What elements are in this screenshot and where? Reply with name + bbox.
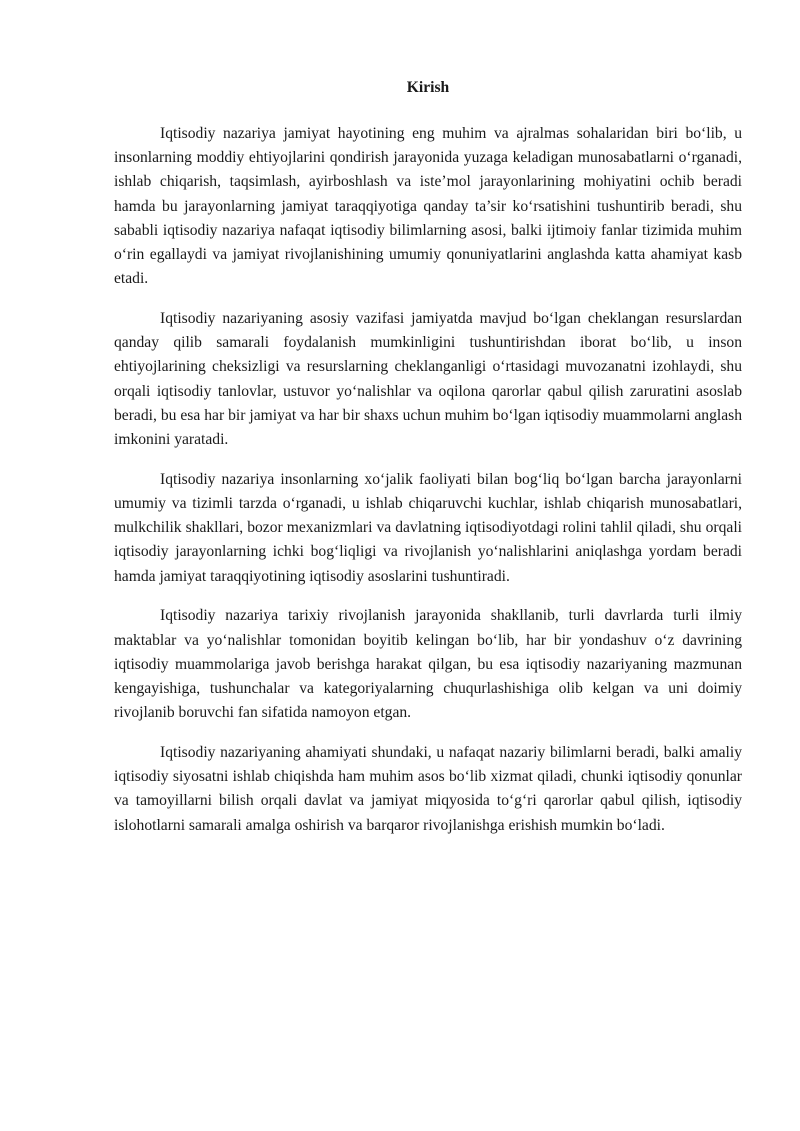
document-body bbox=[114, 71, 742, 853]
paragraph-5: Iqtisodiy nazariyaning ahamiyati shundaki, u nafaqat nazariy bilimlarni beradi, balki amaliy iqtisodiy siyosatni ishlab chiqishda ham muhim asos bo‘lib xizmat qiladi, chunki iqtisodiy qonunlar va tamoyillarni bilish orqali davlat va jamiyat miqyosida to‘g‘ri qarorlar qabul qilish, iqtisodiy islohotlarni samarali amalga oshirish va barqaror rivojlanishga erishish mumkin bo‘ladi. bbox=[114, 744, 742, 834]
paragraph-2: Iqtisodiy nazariyaning asosiy vazifasi jamiyatda mavjud bo‘lgan cheklangan resurslardan qanday qilib samarali foydalanish mumkinligini tushuntirishdan iborat bo‘lib, u inson ehtiyojlarining cheksizligi va resurslarning cheklanganligi o‘rtasidagi muvozanatni izohlaydi, shu orqali iqtisodiy tanlovlar, ustuvor yo‘nalishlar va oqilona qarorlar qabul qilish zaruratini asoslab beradi, bu esa har bir jamiyat va har bir shaxs uchun muhim bo‘lgan iqtisodiy muammolarni anglash imkonini yaratadi. bbox=[114, 310, 742, 449]
paragraph-1: Iqtisodiy nazariya jamiyat hayotining eng muhim va ajralmas sohalaridan biri bo‘lib, u insonlarning moddiy ehtiyojlarini qondirish jarayonida yuzaga keladigan munosabatlarni o‘rganadi, ishlab chiqarish, taqsimlash, ayirboshlash va iste’mol jarayonlarining mohiyatini ochib beradi hamda bu jarayonlarning jamiyat taraqqiyotiga qanday ta’sir ko‘rsatishini tushuntirib beradi, shu sababli iqtisodiy nazariya nafaqat iqtisodiy bilimlarning asosi, balki ijtimoiy fanlar tizimida muhim o‘rin egallaydi va jamiyat rivojlanishining umumiy qonuniyatlarini anglashda katta ahamiyat kasb etadi. bbox=[114, 125, 742, 288]
page-title: Kirish bbox=[406, 79, 450, 96]
paragraph-3: Iqtisodiy nazariya insonlarning xo‘jalik faoliyati bilan bog‘liq bo‘lgan barcha jarayonlarni umumiy va tizimli tarzda o‘rganadi, u ishlab chiqaruvchi kuchlar, ishlab chiqarish munosabatlari, mulkchilik shakllari, bozor mexanizmlari va davlatning iqtisodiyotdagi rolini tahlil qiladi, shu orqali iqtisodiy jarayonlarning ichki bog‘liqligi va rivojlanish yo‘nalishlarini aniqlashga yordam beradi hamda jamiyat taraqqiyotining iqtisodiy asoslarini tushuntiradi. bbox=[114, 470, 742, 585]
paragraph-4: Iqtisodiy nazariya tarixiy rivojlanish jarayonida shakllanib, turli davrlarda turli ilmiy maktablar va yo‘nalishlar tomonidan boyitib kelingan bo‘lib, har bir yondashuv o‘z davrining iqtisodiy muammolariga javob berishga harakat qilgan, bu esa iqtisodiy nazariyaning mazmunan kengayishiga, tushunchalar va kategoriyalarning chuqurlashishiga olib kelgan va uni doimiy rivojlanib boruvchi fan sifatida namoyon etgan. bbox=[114, 607, 742, 722]
